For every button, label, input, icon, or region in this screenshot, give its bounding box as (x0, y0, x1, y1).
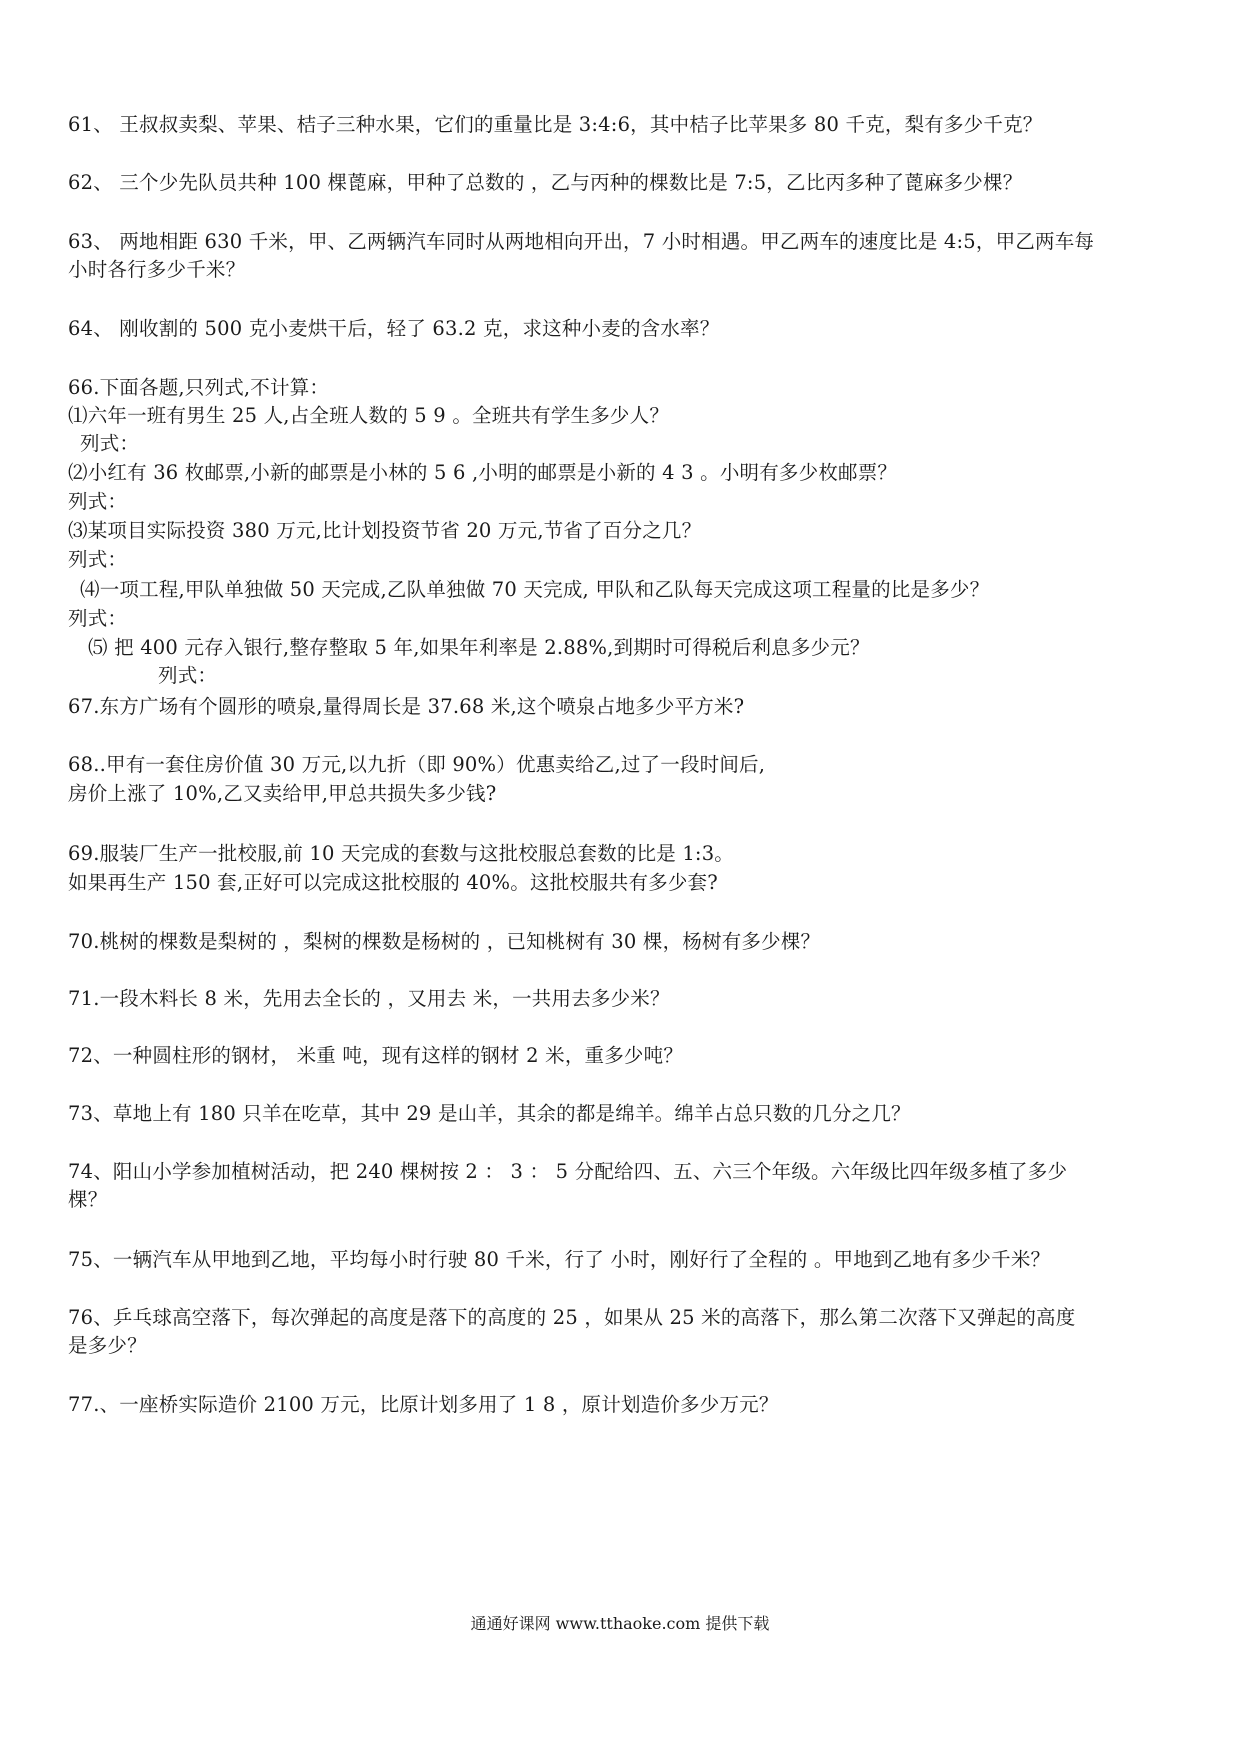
problem-76-line-2: 是多少？ (68, 1334, 147, 1357)
problem-71: 71.一段木料长 8 米，先用去全长的 ，又用去 米，一共用去多少米？ (68, 987, 670, 1010)
problem-62: 62、 三个少先队员共种 100 棵蓖麻，甲种了总数的 ，乙与丙种的棵数比是 7:5，乙比丙多种了蓖麻多少棵？ (68, 171, 1023, 194)
problem-66-item-2-answer-label: 列式： (68, 490, 128, 513)
problem-61: 61、 王叔叔卖梨、苹果、桔子三种水果，它们的重量比是 3:4:6，其中桔子比苹果多 80 千克，梨有多少千克？ (68, 113, 1043, 136)
problem-69-line-1: 69.服装厂生产一批校服,前 10 天完成的套数与这批校服总套数的比是 1:3。 (68, 842, 735, 865)
problem-66-item-3: ⑶某项目实际投资 380 万元,比计划投资节省 20 万元,节省了百分之几？ (68, 519, 702, 542)
problem-74-line-2: 棵？ (68, 1188, 108, 1211)
problem-63-line-1: 63、 两地相距 630 千米，甲、乙两辆汽车同时从两地相向开出，7 小时相遇。甲乙两车的速度比是 4:5，甲乙两车每 (68, 230, 1095, 253)
problem-66-item-4: ⑷一项工程,甲队单独做 50 天完成,乙队单独做 70 天完成, 甲队和乙队每天完成这项工程量的比是多少？ (80, 578, 990, 601)
problem-66-heading: 66.下面各题,只列式,不计算： (68, 376, 330, 399)
problem-66-item-5-answer-label: 列式： (158, 664, 218, 687)
problem-76-line-1: 76、乒乓球高空落下，每次弹起的高度是落下的高度的 25 ，如果从 25 米的高落下，那么第二次落下又弹起的高度 (68, 1306, 1076, 1329)
problem-64: 64、 刚收割的 500 克小麦烘干后，轻了 63.2 克，求这种小麦的含水率？ (68, 317, 720, 340)
problem-77: 77.、一座桥实际造价 2100 万元，比原计划多用了 1 8 ，原计划造价多少万元？ (68, 1393, 779, 1416)
problem-73: 73、草地上有 180 只羊在吃草，其中 29 是山羊，其余的都是绵羊。绵羊占总只数的几分之几？ (68, 1102, 911, 1125)
problem-66-item-2: ⑵小红有 36 枚邮票,小新的邮票是小林的 5 6 ,小明的邮票是小新的 4 3 。小明有多少枚邮票？ (68, 461, 898, 484)
problem-75: 75、一辆汽车从甲地到乙地，平均每小时行驶 80 千米，行了 小时，刚好行了全程的 。甲地到乙地有多少千米？ (68, 1248, 1051, 1271)
problem-67: 67.东方广场有个圆形的喷泉,量得周长是 37.68 米,这个喷泉占地多少平方米? (68, 695, 745, 718)
problem-74-line-1: 74、阳山小学参加植树活动，把 240 棵树按 2 ： 3 ： 5 分配给四、五、六三个年级。六年级比四年级多植了多少 (68, 1160, 1068, 1183)
problem-66-item-5: ⑸ 把 400 元存入银行,整存整取 5 年,如果年利率是 2.88%,到期时可得税后利息多少元？ (88, 636, 870, 659)
problem-70: 70.桃树的棵数是梨树的 ，梨树的棵数是杨树的 ，已知桃树有 30 棵，杨树有多少棵？ (68, 930, 821, 953)
problem-63-line-2: 小时各行多少千米？ (68, 258, 246, 281)
problem-72: 72、一种圆柱形的钢材， 米重 吨，现有这样的钢材 2 米，重多少吨？ (68, 1044, 684, 1067)
problem-68-line-2: 房价上涨了 10%,乙又卖给甲,甲总共损失多少钱? (68, 782, 497, 805)
problem-66-item-1-answer-label: 列式： (80, 432, 140, 455)
problem-68-line-1: 68..甲有一套住房价值 30 万元,以九折（即 90%）优惠卖给乙,过了一段时间后, (68, 753, 766, 776)
problem-66-item-3-answer-label: 列式： (68, 548, 128, 571)
problem-69-line-2: 如果再生产 150 套,正好可以完成这批校服的 40%。这批校服共有多少套? (68, 871, 718, 894)
problem-66-item-1: ⑴六年一班有男生 25 人,占全班人数的 5 9 。全班共有学生多少人？ (68, 404, 670, 427)
problem-66-item-4-answer-label: 列式： (68, 607, 128, 630)
footer-credit: 通通好课网 www.tthaoke.com 提供下载 (470, 1614, 770, 1633)
